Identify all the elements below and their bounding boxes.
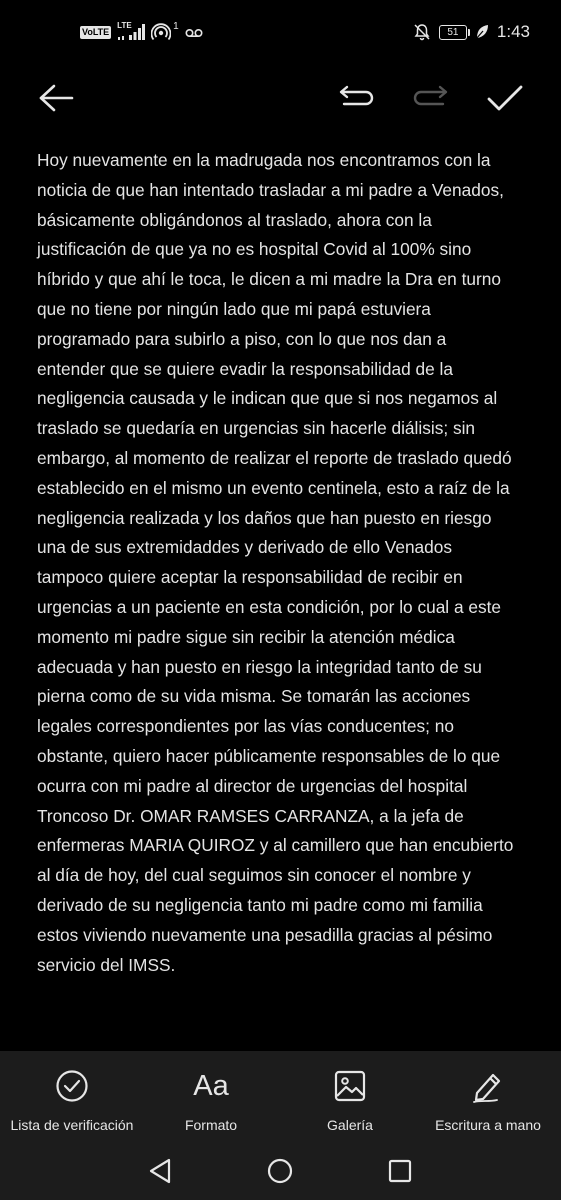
status-bar-right <box>413 20 530 44</box>
back-button[interactable] <box>36 78 76 118</box>
nav-home-button[interactable] <box>260 1151 300 1191</box>
system-nav-bar <box>0 1137 561 1200</box>
battery-saver-leaf-icon <box>475 24 489 40</box>
checklist-label: Lista de verificación <box>10 1117 134 1133</box>
checklist-button[interactable] <box>0 1063 144 1133</box>
status-bar <box>0 0 561 64</box>
confirm-button[interactable] <box>485 78 525 118</box>
nav-back-button[interactable] <box>140 1151 180 1191</box>
undo-icon <box>338 85 374 111</box>
undo-button[interactable] <box>336 78 376 118</box>
note-text[interactable]: Hoy nuevamente en la madrugada nos encontramos con la noticia de que han intentado trasladar a mi padre a Venados, básicamente obligándonos al traslado, ahora con la justificación de que ya no es hospital Covid al 100% sino híbrido y que ahí le toca, le dicen a mi madre la Dra en turno que no tiene por ningún lado que mi papá estuviera programado para subirlo a piso, con lo que nos dan a entender que se quiere evadir la responsabilidad de la negligencia causada y le indican que que si nos negamos al traslado se quedaría en urgencias sin hacerle diálisis; sin embargo, al momento de realizar el reporte de traslado quedó establecido en el mismo un evento centinela, esto a raíz de la negligencia realizada y los daños que han puesto en riesgo una de sus extremidaddes y derivado de ello Venados tampoco quiere aceptar la responsabilidad de recibir en urgencias a un paciente en esta condición, por lo cual a este momento mi padre sigue sin recibir la atención médica adecuada y han puesto en riesgo la integridad tanto de su pierna como de su vida misma. Se tomarán las acciones legales correspondientes por las vías conducentes; no obstante, quiero hacer públicamente responsables de lo que ocurra con mi padre al director de urgencias del hospital Troncoso Dr. OMAR RAMSES CARRANZA, a la jefa de enfermeras MARIA QUIROZ y al camillero que han encubierto al día de hoy, del cual seguimos sin conocer el nombre y derivado de su negligencia tanto mi padre como mi familia estos viviendo nuevamente una pesadilla gracias al pésimo servicio del IMSS. <box>37 150 514 975</box>
notifications-off-icon <box>413 23 431 41</box>
clock: 1:43 <box>496 22 530 41</box>
gallery-button[interactable] <box>300 1063 400 1133</box>
handwriting-icon <box>471 1069 505 1103</box>
hotspot-icon <box>151 22 171 42</box>
lte-label: LTE <box>117 21 132 30</box>
check-icon <box>486 83 524 113</box>
format-button[interactable] <box>156 1063 266 1133</box>
format-label: Formato <box>184 1117 238 1133</box>
redo-icon <box>413 85 449 111</box>
gallery-label: Galería <box>327 1117 373 1133</box>
redo-button[interactable] <box>411 78 451 118</box>
signal-icon <box>117 23 145 41</box>
arrow-left-icon <box>38 83 74 113</box>
handwriting-label: Escritura a mano <box>435 1117 541 1133</box>
volte-badge: VoLTE <box>82 26 110 37</box>
nav-home-icon <box>266 1157 294 1185</box>
status-bar-left <box>80 21 203 43</box>
hotspot-count: 1 <box>173 20 179 32</box>
editor-toolbar <box>0 70 561 126</box>
handwriting-button[interactable] <box>418 1063 558 1133</box>
checklist-icon <box>55 1069 89 1103</box>
battery-indicator: 51 <box>439 25 467 40</box>
nav-back-icon <box>147 1157 173 1185</box>
gallery-icon <box>334 1070 366 1102</box>
format-icon: Aa <box>193 1069 229 1102</box>
voicemail-icon <box>185 26 203 38</box>
nav-recents-icon <box>387 1158 413 1184</box>
nav-recents-button[interactable] <box>380 1151 420 1191</box>
